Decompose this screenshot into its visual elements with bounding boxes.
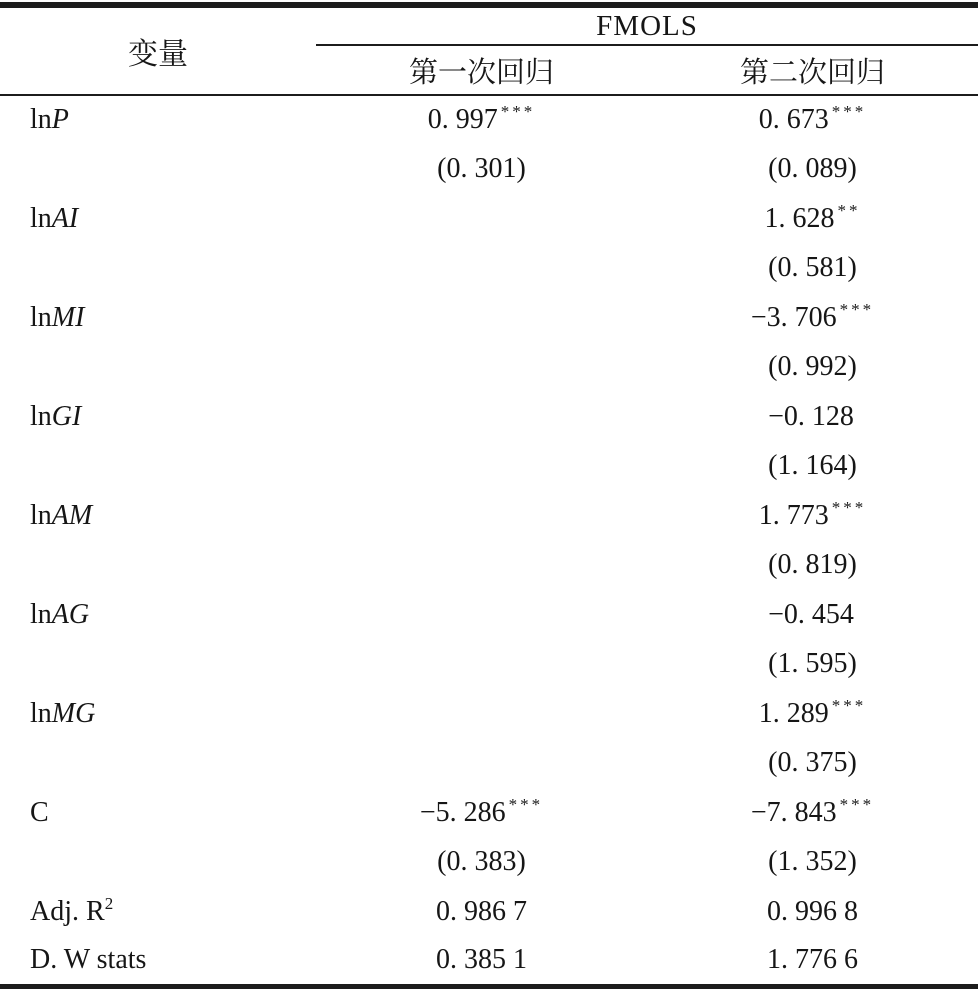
table-row (0, 937, 978, 987)
label-variable: AG (51, 598, 90, 630)
header-group-fmols: FMOLS (316, 5, 978, 45)
label-variable: GI (51, 400, 82, 432)
row-label-lnGI (0, 392, 316, 442)
label-prefix: ln (30, 104, 52, 136)
se-cell-reg2: (0. 819) (768, 549, 857, 581)
row-label-C (0, 788, 316, 838)
coef-cell-reg1 (316, 392, 647, 442)
coef-value: −0. 128 (768, 400, 854, 432)
significance-stars: *** (839, 794, 875, 814)
table-row (0, 194, 978, 244)
row-label-lnP (0, 95, 316, 145)
table-row (0, 541, 978, 591)
significance-stars: ** (837, 200, 861, 220)
coef-cell-reg2 (647, 392, 978, 442)
se-cell-reg2: (0. 992) (768, 351, 857, 383)
se-cell-reg2: (1. 164) (768, 450, 857, 482)
row-label-empty (0, 442, 316, 492)
table-row (0, 145, 978, 195)
header-regression-1: 第一次回归 (316, 45, 647, 95)
coef-cell-reg2 (647, 194, 978, 244)
se-cell-reg1 (316, 541, 647, 591)
se-cell-reg1 (316, 244, 647, 294)
label-variable: AI (51, 202, 79, 234)
coef-value: −7. 843 (750, 796, 837, 828)
se-cell-reg1 (316, 640, 647, 690)
label-prefix: C (30, 796, 49, 828)
table-row (0, 788, 978, 838)
label-prefix: ln (30, 697, 52, 729)
header-variable: 变量 (0, 5, 316, 95)
label-variable: AM (51, 499, 93, 531)
table-row (0, 293, 978, 343)
significance-stars: *** (831, 497, 867, 517)
se-cell-reg2: (0. 375) (768, 747, 857, 779)
se-cell-reg1 (316, 343, 647, 393)
table-row (0, 739, 978, 789)
label-variable: MI (51, 301, 85, 333)
significance-stars: *** (831, 695, 867, 715)
row-label-empty (0, 343, 316, 393)
row-label-empty (0, 541, 316, 591)
coef-cell-reg2 (647, 590, 978, 640)
row-label-lnMG (0, 689, 316, 739)
stat-value-reg2: 0. 996 8 (767, 895, 858, 927)
superscript: 2 (104, 893, 114, 913)
se-cell-reg2: (0. 089) (768, 153, 857, 185)
coef-cell-reg2 (647, 689, 978, 739)
significance-stars: *** (839, 299, 875, 319)
se-cell-reg2: (1. 352) (768, 846, 857, 878)
row-label-lnAM (0, 491, 316, 541)
label-prefix: ln (30, 301, 52, 333)
stat-value-reg1: 0. 986 7 (436, 895, 527, 927)
coef-value: 0. 673 (758, 104, 829, 136)
table-row (0, 491, 978, 541)
table-row (0, 442, 978, 492)
coef-cell-reg1 (316, 293, 647, 343)
label-variable: P (51, 104, 69, 136)
table-row (0, 244, 978, 294)
table-row (0, 887, 978, 937)
significance-stars: *** (508, 794, 544, 814)
label-prefix: ln (30, 598, 52, 630)
coef-cell-reg2 (647, 95, 978, 145)
coef-value: 0. 997 (427, 104, 498, 136)
row-label-empty (0, 145, 316, 195)
table-row (0, 640, 978, 690)
row-label-lnAG (0, 590, 316, 640)
coef-cell-reg1 (316, 95, 647, 145)
stat-label-adj-r2 (0, 887, 316, 937)
row-label-empty (0, 739, 316, 789)
label-variable: MG (51, 697, 96, 729)
coef-value: −3. 706 (750, 301, 837, 333)
coef-cell-reg1 (316, 788, 647, 838)
table-row (0, 689, 978, 739)
row-label-empty (0, 838, 316, 888)
label-prefix: ln (30, 499, 52, 531)
row-label-lnAI (0, 194, 316, 244)
coef-value: 1. 628 (764, 202, 835, 234)
coef-value: −0. 454 (768, 598, 854, 630)
header-regression-2: 第二次回归 (647, 45, 978, 95)
stat-label-dw (0, 937, 316, 987)
table-row (0, 343, 978, 393)
table-row (0, 590, 978, 640)
se-cell-reg2: (0. 581) (768, 252, 857, 284)
label-prefix: ln (30, 400, 52, 432)
label-prefix: ln (30, 202, 52, 234)
stat-value-reg2: 1. 776 6 (767, 944, 858, 975)
stat-label: Adj. R (30, 895, 105, 927)
se-cell-reg2: (1. 595) (768, 648, 857, 680)
fmols-results-table (0, 2, 978, 989)
stat-label: D. W stats (30, 944, 147, 975)
coef-value: 1. 289 (758, 697, 829, 729)
significance-stars: *** (831, 102, 867, 122)
coef-cell-reg1 (316, 590, 647, 640)
stat-value-reg1: 0. 385 1 (436, 944, 527, 975)
coef-value: −5. 286 (419, 796, 506, 828)
coef-cell-reg2 (647, 788, 978, 838)
coef-cell-reg1 (316, 689, 647, 739)
coef-cell-reg2 (647, 491, 978, 541)
row-label-lnMI (0, 293, 316, 343)
significance-stars: *** (500, 102, 536, 122)
table-row (0, 838, 978, 888)
se-cell-reg1: (0. 301) (437, 153, 526, 185)
se-cell-reg1 (316, 739, 647, 789)
row-label-empty (0, 244, 316, 294)
table-row (0, 392, 978, 442)
se-cell-reg1 (316, 442, 647, 492)
se-cell-reg1: (0. 383) (437, 846, 526, 878)
row-label-empty (0, 640, 316, 690)
coef-cell-reg2 (647, 293, 978, 343)
coef-cell-reg1 (316, 194, 647, 244)
coef-cell-reg1 (316, 491, 647, 541)
coef-value: 1. 773 (758, 499, 829, 531)
table-row (0, 95, 978, 145)
